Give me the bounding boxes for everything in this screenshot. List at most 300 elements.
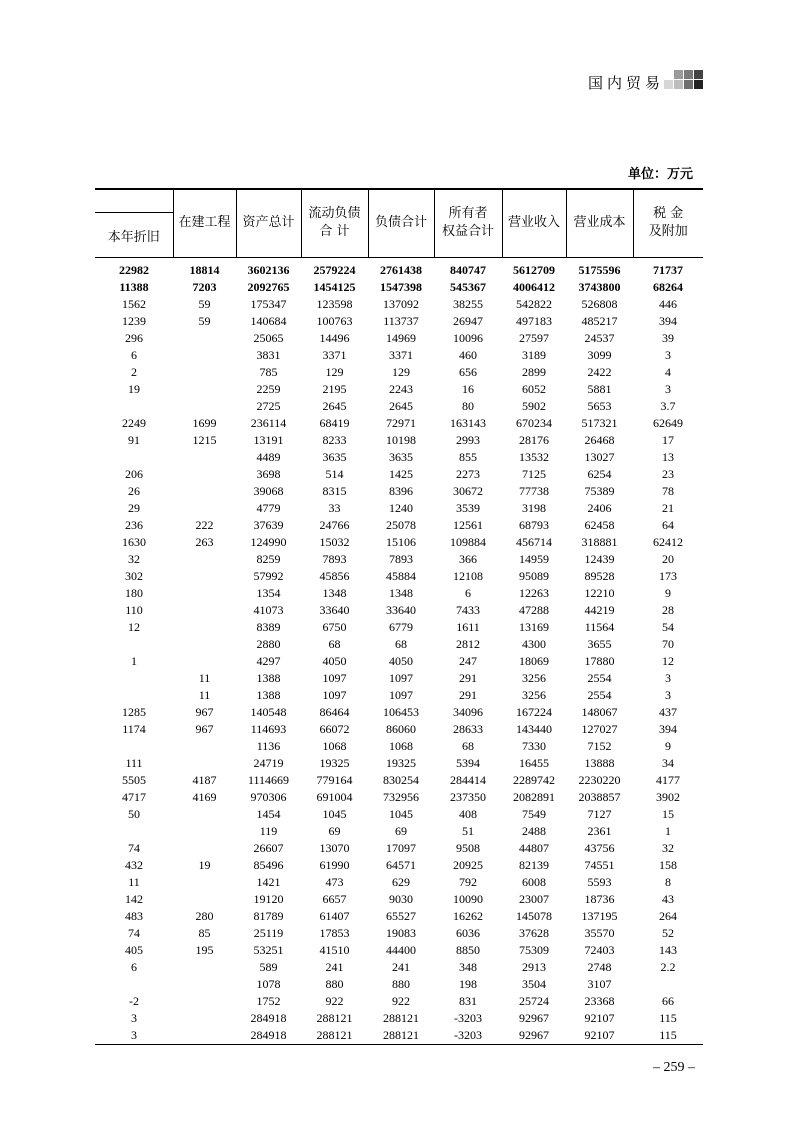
- statistics-table: [95, 188, 703, 1045]
- table-cell: 44400: [386, 942, 416, 957]
- table-cell: 68: [395, 636, 407, 651]
- table-cell: 408: [459, 806, 477, 821]
- table-cell: [95, 670, 173, 687]
- table-row: [95, 721, 703, 738]
- column-header-total-assets: 资产总计: [236, 189, 301, 257]
- table-cell: 460: [459, 347, 477, 362]
- table-cell: 26947: [453, 313, 483, 328]
- table-cell: 92967: [519, 1010, 549, 1025]
- table-row: [95, 313, 703, 330]
- table-cell: 3539: [456, 500, 480, 515]
- table-cell: 792: [459, 874, 477, 889]
- table-row: [95, 1027, 703, 1045]
- table-cell: 68: [328, 636, 341, 651]
- table-cell: 288121: [316, 1010, 353, 1025]
- table-cell: 26: [128, 483, 140, 498]
- table-cell: 34096: [453, 704, 483, 719]
- table-row: [95, 789, 703, 806]
- page-number: – 259 –: [653, 1060, 695, 1075]
- table-cell: 82139: [519, 857, 549, 872]
- table-cell: 1562: [122, 296, 146, 311]
- table-row: [95, 330, 703, 347]
- table-cell: 19325: [319, 755, 350, 770]
- table-cell: 8850: [456, 942, 480, 957]
- table-cell: [173, 398, 236, 415]
- table-cell: 8: [665, 874, 671, 889]
- table-cell: [173, 1010, 236, 1027]
- table-cell: 483: [125, 908, 143, 923]
- table-cell: 8233: [322, 432, 347, 447]
- table-cell: 3107: [587, 976, 612, 991]
- table-cell: [173, 738, 236, 755]
- table-cell: 12210: [584, 585, 615, 600]
- table-cell: 1421: [256, 874, 281, 889]
- table-cell: 9: [665, 585, 671, 600]
- table-cell: 66: [662, 993, 674, 1008]
- table-cell: 14969: [386, 330, 416, 345]
- table-cell: 25119: [253, 925, 284, 940]
- table-cell: 115: [659, 1010, 677, 1025]
- table-cell: 15106: [386, 534, 416, 549]
- table-cell: 1097: [322, 687, 347, 702]
- table-row: [95, 602, 703, 619]
- table-row: [95, 942, 703, 959]
- table-cell: 6008: [522, 874, 546, 889]
- table-cell: 2195: [322, 381, 347, 396]
- table-cell: 12108: [453, 568, 483, 583]
- table-row: [95, 432, 703, 449]
- table-cell: [95, 976, 173, 993]
- table-cell: 970306: [250, 789, 287, 804]
- table-cell: 779164: [316, 772, 353, 787]
- table-cell: 143: [659, 942, 677, 957]
- table-cell: 12439: [584, 551, 615, 566]
- table-cell: 12561: [453, 517, 483, 532]
- table-cell: 485217: [581, 313, 618, 328]
- table-cell: 127027: [581, 721, 618, 736]
- table-cell: [173, 466, 236, 483]
- table-cell: 6779: [389, 619, 413, 634]
- table-cell: 44807: [519, 840, 549, 855]
- table-cell: [173, 568, 236, 585]
- table-cell: 23: [662, 466, 674, 481]
- table-cell: 15: [662, 806, 674, 821]
- table-cell: 75309: [519, 942, 549, 957]
- table-cell: 41510: [319, 942, 350, 957]
- table-cell: 3635: [389, 449, 413, 464]
- table-cell: 2645: [322, 398, 347, 413]
- table-cell: 394: [659, 313, 677, 328]
- table-cell: 25724: [519, 993, 549, 1008]
- table-cell: 114693: [250, 721, 287, 736]
- table-cell: 113737: [383, 313, 419, 328]
- table-cell: 74: [128, 840, 140, 855]
- table-cell: 16: [462, 381, 474, 396]
- table-cell: 64: [662, 517, 674, 532]
- table-cell: 86060: [386, 721, 416, 736]
- table-header-row: [95, 189, 703, 257]
- table-cell: 66072: [319, 721, 350, 736]
- table-cell: 4187: [192, 772, 217, 787]
- table-row: [95, 364, 703, 381]
- table-cell: 81789: [253, 908, 284, 923]
- table-cell: 3743800: [578, 279, 621, 294]
- table-cell: 288121: [301, 1027, 368, 1045]
- table-cell: 64571: [386, 857, 416, 872]
- table-cell: 68264: [653, 279, 683, 294]
- table-cell: 20: [662, 551, 674, 566]
- table-cell: 831: [459, 993, 477, 1008]
- table-cell: 1348: [389, 585, 413, 600]
- table-cell: 1240: [389, 500, 413, 515]
- table-cell: 2230220: [578, 772, 621, 787]
- table-row: [95, 517, 703, 534]
- table-cell: 2488: [522, 823, 546, 838]
- table-cell: 514: [325, 466, 344, 481]
- table-cell: 3: [665, 670, 671, 685]
- table-cell: 109884: [450, 534, 486, 549]
- table-cell: 115: [633, 1027, 703, 1045]
- table-cell: 3831: [256, 347, 281, 362]
- table-row: [95, 976, 703, 993]
- table-cell: 13070: [319, 840, 350, 855]
- table-cell: 545367: [450, 279, 486, 294]
- table-cell: 78: [662, 483, 674, 498]
- column-header-revenue: 营业收入: [502, 189, 566, 257]
- table-cell: 61990: [319, 857, 350, 872]
- table-cell: 8389: [256, 619, 281, 634]
- table-cell: 1547398: [380, 279, 422, 294]
- table-cell: [95, 823, 173, 840]
- table-cell: 92967: [502, 1027, 566, 1045]
- table-cell: 148067: [581, 704, 618, 719]
- table-cell: [173, 891, 236, 908]
- table-cell: 6657: [322, 891, 347, 906]
- table-cell: 1699: [192, 415, 217, 430]
- table-cell: [173, 619, 236, 636]
- column-header-taxes-surcharges: 税 金 及附加: [633, 189, 703, 257]
- table-cell: 4177: [656, 772, 680, 787]
- table-cell: [173, 347, 236, 364]
- table-cell: 1354: [256, 585, 281, 600]
- table-cell: 22982: [119, 262, 149, 277]
- table-cell: [95, 687, 173, 704]
- table-row: [95, 619, 703, 636]
- table-cell: 1348: [322, 585, 347, 600]
- table-cell: 17097: [386, 840, 416, 855]
- table-cell: 100763: [316, 313, 353, 328]
- table-cell: 72403: [584, 942, 615, 957]
- table-cell: 145078: [516, 908, 552, 923]
- table-cell: 288121: [383, 1010, 419, 1025]
- table-cell: 6: [465, 585, 471, 600]
- table-cell: 89528: [584, 568, 615, 583]
- table-cell: 33640: [319, 602, 350, 617]
- table-cell: 61407: [319, 908, 350, 923]
- table-cell: 7433: [456, 602, 480, 617]
- table-cell: 10090: [453, 891, 483, 906]
- table-cell: 137195: [581, 908, 618, 923]
- table-cell: 142: [125, 891, 143, 906]
- table-cell: 8315: [322, 483, 347, 498]
- table-cell: 7127: [587, 806, 612, 821]
- table-cell: 8396: [389, 483, 413, 498]
- table-cell: 2880: [256, 636, 281, 651]
- table-cell: 27597: [519, 330, 549, 345]
- table-cell: 241: [325, 959, 344, 974]
- table-cell: [173, 976, 236, 993]
- table-cell: 880: [392, 976, 410, 991]
- table-row: [95, 738, 703, 755]
- unit-label: 单位：万元: [628, 167, 694, 182]
- table-cell: 1215: [192, 432, 217, 447]
- table-cell: 17: [662, 432, 674, 447]
- table-cell: 291: [459, 687, 477, 702]
- table-cell: 52: [662, 925, 674, 940]
- table-cell: 7152: [587, 738, 612, 753]
- table-cell: 405: [125, 942, 143, 957]
- column-header-current-liabilities: 流动负债 合 计: [301, 189, 368, 257]
- table-cell: 348: [459, 959, 477, 974]
- table-cell: 2554: [587, 687, 612, 702]
- table-cell: [173, 602, 236, 619]
- table-cell: 14959: [519, 551, 549, 566]
- table-cell: 47288: [519, 602, 549, 617]
- table-cell: 967: [195, 721, 214, 736]
- table-cell: 39068: [253, 483, 284, 498]
- table-cell: -3203: [434, 1027, 502, 1045]
- table-cell: 2249: [122, 415, 146, 430]
- table-row: [95, 806, 703, 823]
- table-cell: 41073: [253, 602, 284, 617]
- table-row: [95, 500, 703, 517]
- table-cell: [173, 381, 236, 398]
- table-cell: 1114669: [247, 772, 290, 787]
- table-cell: 4050: [322, 653, 347, 668]
- table-cell: 13532: [519, 449, 549, 464]
- table-cell: [173, 806, 236, 823]
- table-cell: 158: [659, 857, 677, 872]
- table-row: [95, 857, 703, 874]
- table-cell: 5175596: [578, 262, 621, 277]
- table-cell: 2406: [587, 500, 612, 515]
- table-cell: 33640: [386, 602, 416, 617]
- table-cell: 140548: [250, 704, 287, 719]
- table-cell: 1752: [256, 993, 281, 1008]
- table-cell: 6: [131, 959, 137, 974]
- table-cell: 143440: [516, 721, 552, 736]
- table-cell: 33: [328, 500, 341, 515]
- table-cell: 7203: [192, 279, 217, 294]
- table-cell: 3198: [522, 500, 546, 515]
- table-cell: 19325: [386, 755, 416, 770]
- table-body: [95, 257, 703, 1044]
- table-cell: 28633: [453, 721, 483, 736]
- table-cell: 1097: [389, 670, 413, 685]
- table-cell: 7330: [522, 738, 546, 753]
- table-cell: [173, 364, 236, 381]
- table-cell: -2: [129, 993, 139, 1008]
- table-cell: 2092765: [247, 279, 290, 294]
- table-cell: 92107: [566, 1027, 633, 1045]
- table-cell: 1454: [256, 806, 281, 821]
- table-cell: 11: [128, 874, 140, 889]
- table-row: [95, 891, 703, 908]
- table-row: [95, 993, 703, 1010]
- table-cell: 3635: [322, 449, 347, 464]
- table-cell: 5653: [587, 398, 612, 413]
- table-cell: 18736: [584, 891, 615, 906]
- table-cell: 542822: [516, 296, 552, 311]
- table-cell: 167224: [516, 704, 552, 719]
- table-cell: 11: [198, 670, 211, 685]
- table-cell: -3203: [454, 1010, 482, 1025]
- table-cell: 34: [662, 755, 674, 770]
- table-cell: 4169: [192, 789, 217, 804]
- table-cell: 175347: [250, 296, 287, 311]
- table-cell: 19: [198, 857, 211, 872]
- table-row: [95, 755, 703, 772]
- table-cell: 2038857: [578, 789, 621, 804]
- table-cell: 17880: [584, 653, 615, 668]
- table-cell: 4: [665, 364, 671, 379]
- table-cell: 32: [128, 551, 140, 566]
- column-header-construction: 在建工程: [173, 189, 236, 257]
- table-cell: 53251: [253, 942, 284, 957]
- table-cell: 264: [659, 908, 677, 923]
- table-cell: 24537: [584, 330, 615, 345]
- table-cell: 1045: [389, 806, 413, 821]
- table-cell: [173, 874, 236, 891]
- table-cell: 13: [662, 449, 674, 464]
- table-cell: 129: [325, 364, 344, 379]
- table-cell: 830254: [383, 772, 419, 787]
- table-cell: 3504: [522, 976, 546, 991]
- table-cell: 446: [659, 296, 677, 311]
- table-cell: 85496: [253, 857, 284, 872]
- table-cell: 20925: [453, 857, 483, 872]
- table-cell: 5593: [587, 874, 612, 889]
- table-cell: 432: [125, 857, 143, 872]
- table-cell: 11564: [584, 619, 615, 634]
- table-cell: 25065: [253, 330, 284, 345]
- table-cell: 2361: [587, 823, 612, 838]
- table-cell: 2082891: [513, 789, 555, 804]
- table-cell: 3256: [522, 670, 546, 685]
- table-cell: 74551: [584, 857, 615, 872]
- table-cell: 6750: [322, 619, 347, 634]
- table-cell: 394: [659, 721, 677, 736]
- table-cell: 1097: [322, 670, 347, 685]
- table-cell: 44219: [584, 602, 615, 617]
- table-cell: 74: [128, 925, 140, 940]
- table-cell: 302: [125, 568, 143, 583]
- table-cell: 6052: [522, 381, 546, 396]
- table-cell: 45884: [386, 568, 416, 583]
- table-cell: 2812: [456, 636, 480, 651]
- table-cell: 28176: [519, 432, 549, 447]
- table-cell: [173, 551, 236, 568]
- table-cell: 3371: [322, 347, 347, 362]
- table-cell: 1388: [256, 687, 281, 702]
- table-cell: 2913: [522, 959, 546, 974]
- table-row: [95, 534, 703, 551]
- table-row: [95, 449, 703, 466]
- table-cell: 3: [665, 347, 671, 362]
- table-cell: [173, 653, 236, 670]
- table-cell: 4006412: [513, 279, 555, 294]
- table-row: [95, 381, 703, 398]
- table-cell: 10198: [386, 432, 416, 447]
- table-cell: 5394: [456, 755, 480, 770]
- table-cell: 137092: [383, 296, 419, 311]
- table-cell: 16262: [453, 908, 483, 923]
- table-row: [95, 670, 703, 687]
- table-cell: 13169: [519, 619, 549, 634]
- table-cell: 2579224: [313, 262, 356, 277]
- table-cell: 2899: [522, 364, 546, 379]
- table-cell: [173, 585, 236, 602]
- table-cell: 3189: [522, 347, 546, 362]
- column-header-total-liabilities: 负债合计: [368, 189, 434, 257]
- table-cell: 70: [662, 636, 674, 651]
- table-cell: 106453: [383, 704, 419, 719]
- table-cell: 19: [128, 381, 140, 396]
- table-row: [95, 704, 703, 721]
- table-cell: 43: [662, 891, 674, 906]
- table-cell: 3256: [522, 687, 546, 702]
- table-cell: 670234: [516, 415, 552, 430]
- table-cell: [173, 840, 236, 857]
- table-cell: 37639: [253, 517, 284, 532]
- table-cell: 1285: [122, 704, 146, 719]
- table-cell: 59: [198, 313, 211, 328]
- table-cell: 68419: [319, 415, 350, 430]
- table-cell: 6036: [456, 925, 480, 940]
- table-cell: 288121: [368, 1027, 434, 1045]
- table-cell: [173, 993, 236, 1010]
- table-cell: 62649: [653, 415, 683, 430]
- table-cell: 24766: [319, 517, 350, 532]
- table-cell: 2: [131, 364, 137, 379]
- table-cell: 3: [95, 1027, 173, 1045]
- table-cell: [173, 483, 236, 500]
- table-cell: 9: [665, 738, 671, 753]
- table-cell: 91: [128, 432, 140, 447]
- table-cell: 589: [259, 959, 278, 974]
- table-cell: 366: [459, 551, 477, 566]
- table-row: [95, 772, 703, 789]
- table-cell: 3: [665, 687, 671, 702]
- table-cell: 922: [325, 993, 344, 1008]
- table-cell: 880: [325, 976, 344, 991]
- table-cell: 62458: [584, 517, 615, 532]
- table-cell: 95089: [519, 568, 549, 583]
- table-cell: 2259: [256, 381, 281, 396]
- table-cell: 1239: [122, 313, 146, 328]
- table-row: [95, 398, 703, 415]
- table-cell: 318881: [581, 534, 618, 549]
- table-cell: 732956: [383, 789, 419, 804]
- table-row: [95, 874, 703, 891]
- table-cell: [95, 449, 173, 466]
- table-cell: 39: [662, 330, 674, 345]
- table-row: [95, 585, 703, 602]
- table-cell: 3.7: [660, 398, 676, 413]
- table-cell: 28: [662, 602, 674, 617]
- table-cell: 2554: [587, 670, 612, 685]
- table-cell: 691004: [316, 789, 353, 804]
